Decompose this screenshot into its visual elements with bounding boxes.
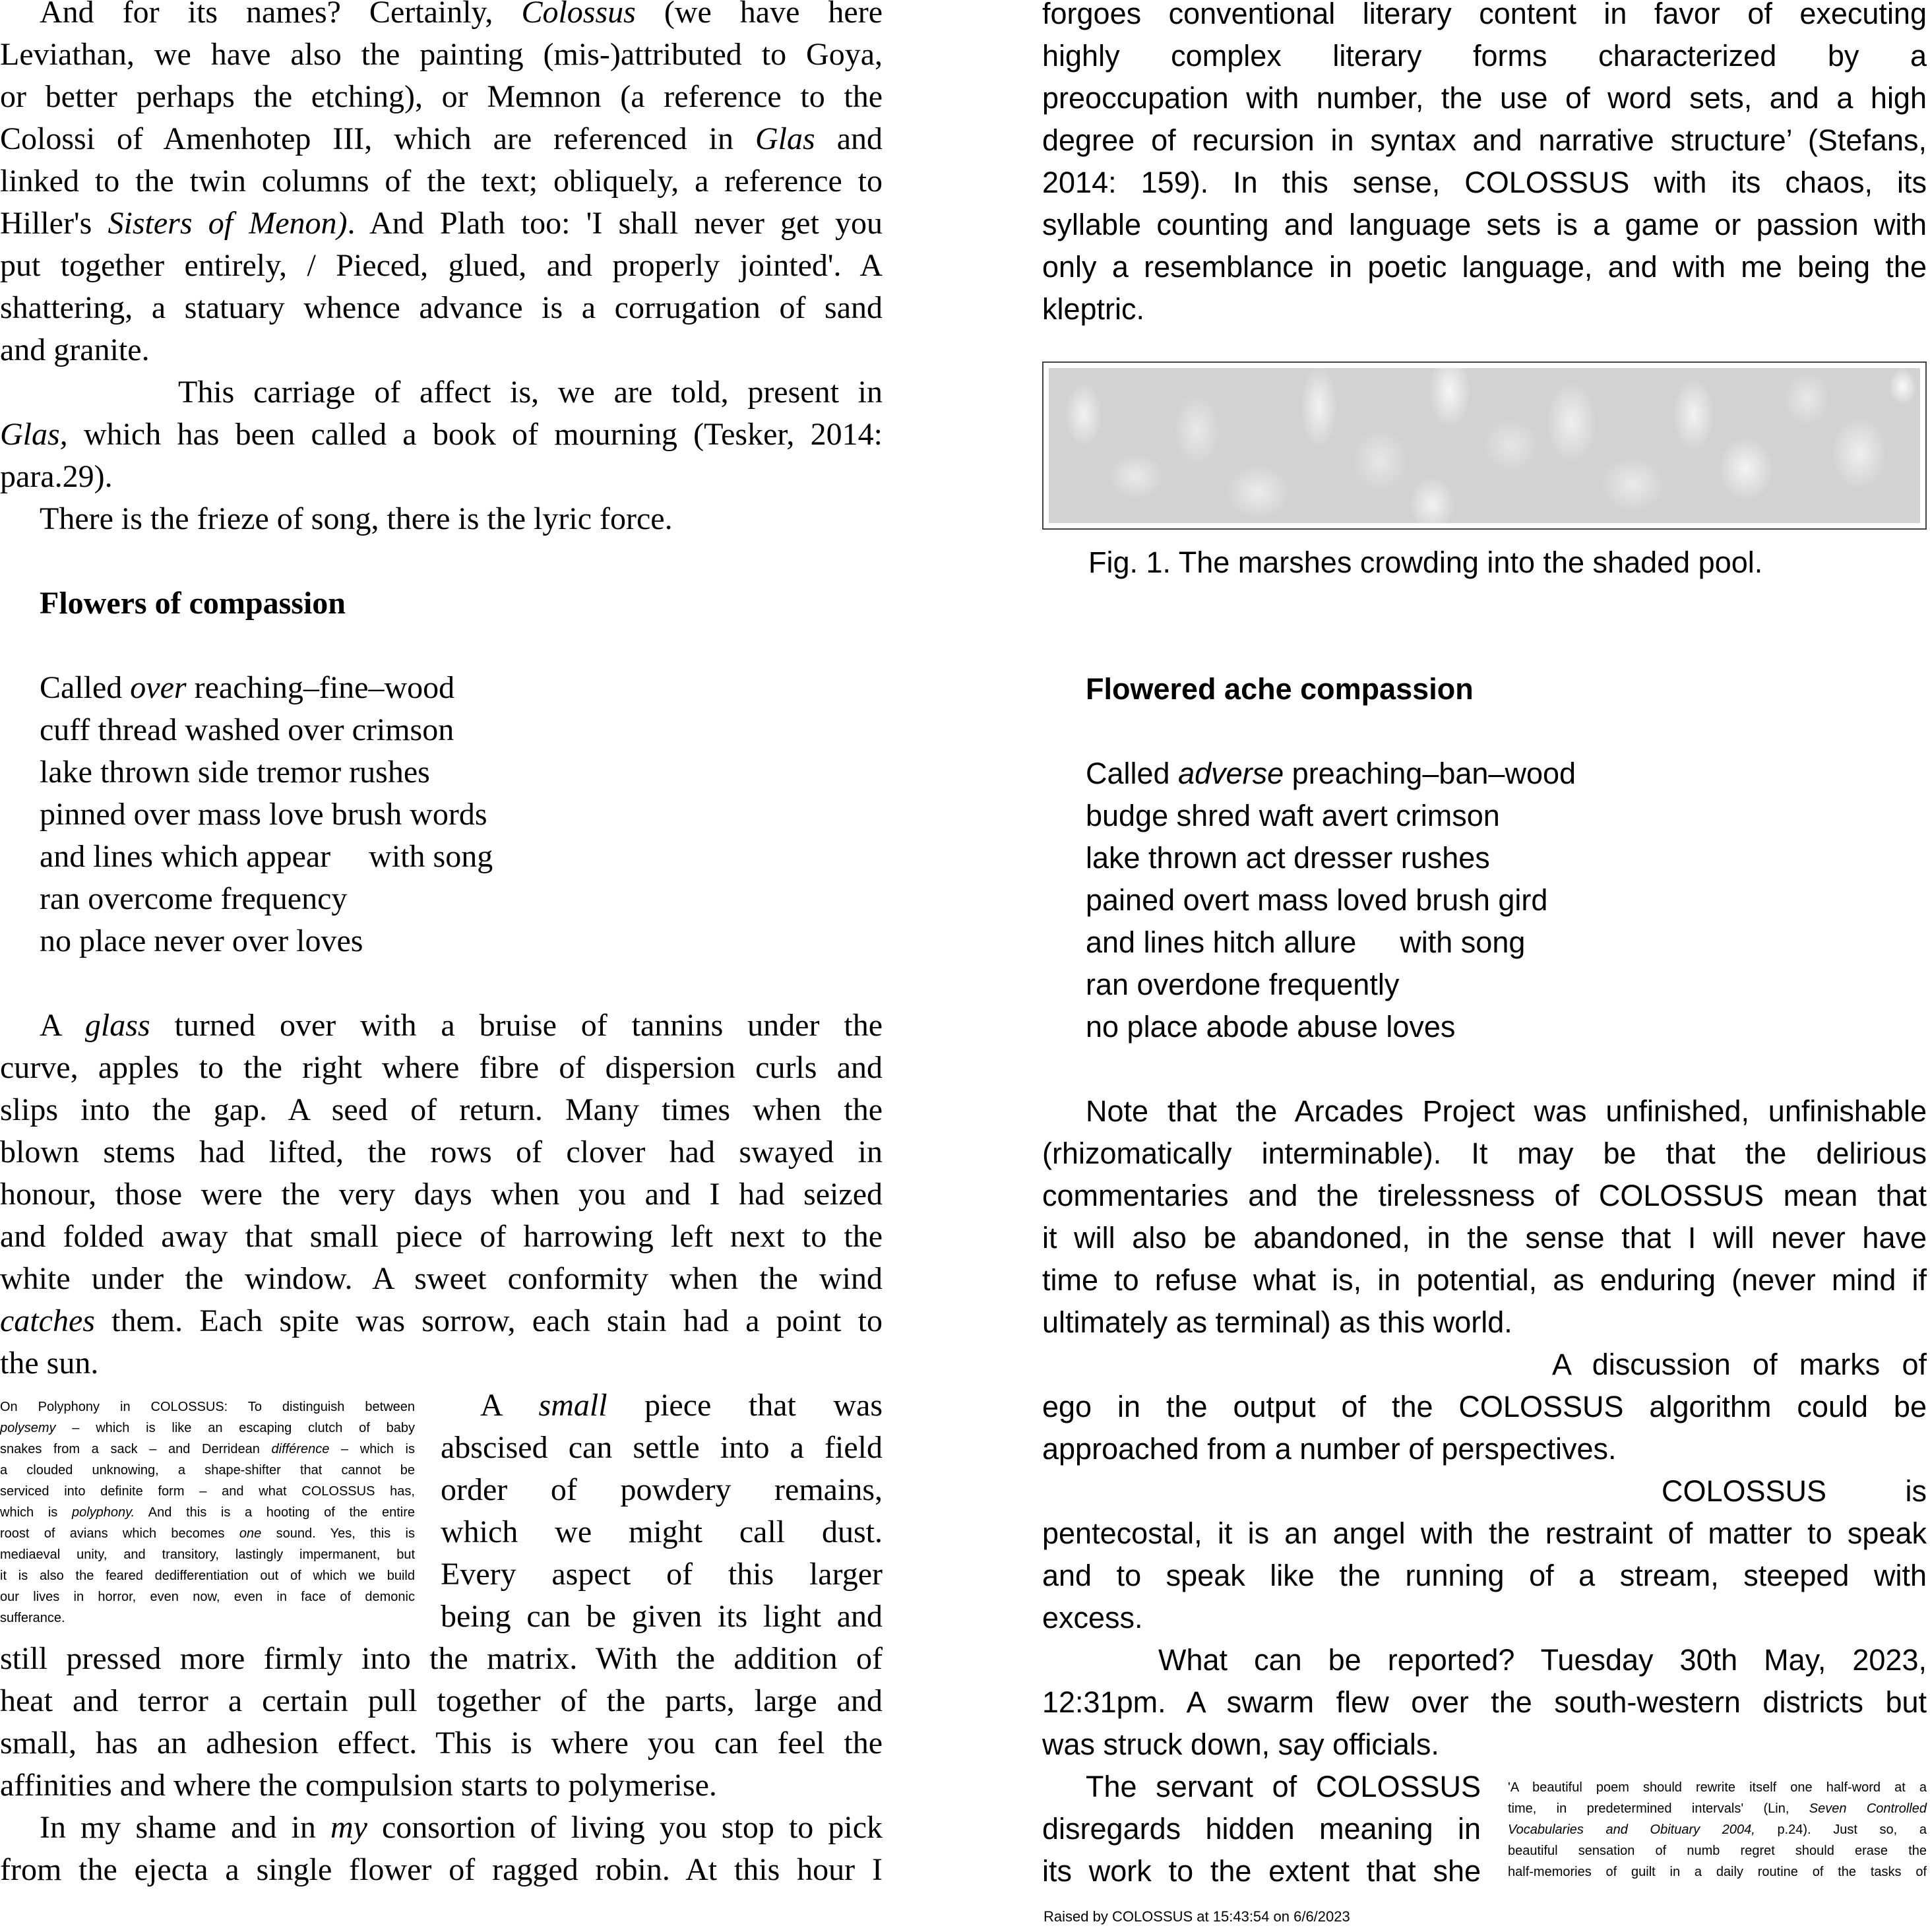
italic-text: Sisters of Menon) — [108, 206, 348, 241]
text-line: it will also be abandoned, in the sense that I will never have — [1042, 1221, 1927, 1255]
text-run: Called — [1086, 757, 1179, 790]
text-run: time, in predetermined intervals' (Lin, — [1508, 1801, 1809, 1816]
text-line: its work to the extent that she — [1042, 1854, 1481, 1888]
text-line: What can be reported? Tuesday 30th May, 2023, — [1158, 1643, 1927, 1677]
text-line: (rhizomatically interminable). It may be that the delirious — [1042, 1137, 1927, 1170]
text-line: linked to the twin columns of the text; obliquely, a reference to — [0, 164, 883, 199]
side-note-row — [1042, 1766, 1927, 1892]
text-line: This carriage of affect is, we are told, present in — [178, 375, 883, 410]
text-run: and — [815, 121, 883, 156]
text-line: honour, those were the very days when you and I had seized — [0, 1177, 883, 1212]
text-line — [441, 1385, 883, 1427]
text-line: ego in the output of the COLOSSUS algorithm could be — [1042, 1390, 1927, 1423]
blank-line — [1042, 1048, 1927, 1090]
text-line: which we might call dust. — [441, 1514, 883, 1549]
text-line — [0, 0, 883, 34]
text-run: reaching–fine–wood — [186, 670, 455, 705]
side-note-row — [0, 1385, 883, 1638]
text-line: Leviathan, we have also the painting (mis-)attributed to Goya, — [0, 37, 883, 72]
text-line: shattering, a statuary whence advance is a corrugation of sand — [0, 290, 883, 325]
text-run: which is — [0, 1505, 72, 1520]
text-run: piece that was — [607, 1388, 883, 1423]
text-line: being can be given its light and — [441, 1599, 883, 1634]
poem-title: Flowers of compassion — [40, 586, 346, 621]
text-line: was struck down, say officials. — [1042, 1728, 1439, 1761]
text-run: p.24). Just so, a — [1755, 1823, 1927, 1837]
text-run: Called — [40, 670, 131, 705]
text-line: and to speak like the running of a stream, steeped with — [1042, 1559, 1927, 1592]
poem-line — [1042, 753, 1927, 795]
text-line — [0, 118, 883, 160]
poem-line — [1042, 921, 1927, 964]
text-run: and lines hitch allure — [1086, 925, 1357, 959]
text-run: preaching–ban–wood — [1284, 757, 1576, 790]
poem-line: cuff thread washed over crimson — [40, 712, 454, 747]
text-line: blown stems had lifted, the rows of clover had swayed in — [0, 1135, 883, 1169]
poem-line — [0, 667, 883, 709]
text-run: In my shame and in — [40, 1810, 330, 1845]
text-run: consortion of living you stop to pick — [367, 1810, 883, 1845]
text-run: And for its names? Certainly, — [40, 0, 522, 30]
text-line: white under the window. A sweet conformity when the wind — [0, 1261, 883, 1296]
italic-text: my — [330, 1810, 367, 1845]
text-line: forgoes conventional literary content in favor of executing — [1042, 0, 1927, 30]
text-run: snakes from a sack – and Derridean — [0, 1442, 272, 1456]
text-line: order of powdery remains, — [441, 1472, 883, 1507]
text-line — [0, 414, 883, 456]
text-run: A — [480, 1388, 539, 1423]
poem-title: Flowered ache compassion — [1086, 672, 1474, 706]
text-line: degree of recursion in syntax and narrative structure’ (Stefans, — [1042, 123, 1927, 157]
italic-text: glass — [84, 1008, 150, 1043]
text-line: only a resemblance in poetic language, and with me being the — [1042, 250, 1927, 284]
italic-text: over — [130, 670, 187, 705]
text-line: and folded away that small piece of harrowing left next to the — [0, 1219, 883, 1254]
text-line: small, has an adhesion effect. This is where you can feel the — [0, 1726, 883, 1761]
italic-text: catches — [0, 1303, 95, 1338]
text-line: 12:31pm. A swarm flew over the south-western districts but — [1042, 1685, 1927, 1719]
text-line: and granite. — [0, 332, 150, 367]
text-line: 2014: 159). In this sense, COLOSSUS with its chaos, its — [1042, 166, 1927, 199]
italic-text: Colossus — [521, 0, 636, 30]
text-run: sound. Yes, this is — [261, 1526, 415, 1541]
right-column — [1042, 0, 1927, 1892]
text-line: kleptric. — [1042, 292, 1145, 326]
note-line: 'A beautiful poem should rewrite itself one half-word at a — [1508, 1780, 1927, 1795]
text-line: commentaries and the tirelessness of COLOSSUS mean that — [1042, 1179, 1927, 1212]
text-line: Every aspect of this larger — [441, 1557, 883, 1592]
text-line: affinities and where the compulsion starts to polymerise. — [0, 1768, 717, 1803]
italic-text: différence — [271, 1442, 330, 1456]
note-line — [1508, 1798, 1927, 1819]
text-run: them. Each spite was sorrow, each stain had a point to — [94, 1303, 883, 1338]
text-line: approached from a number of perspectives. — [1042, 1432, 1617, 1466]
poem-line: budge shred waft avert crimson — [1086, 799, 1500, 832]
text-line: syllable counting and language sets is a game or passion with — [1042, 208, 1927, 241]
note-line — [0, 1502, 415, 1523]
text-line: time to refuse what is, in potential, as enduring (never mind if — [1042, 1263, 1927, 1297]
poem-line: ran overcome frequency — [40, 881, 348, 916]
text-run: with song — [1400, 925, 1526, 959]
text-line: ultimately as terminal) as this world. — [1042, 1305, 1512, 1339]
figure-caption: Fig. 1. The marshes crowding into the shaded pool. — [1088, 545, 1763, 579]
text-line: highly complex literary forms characterized by a — [1042, 39, 1927, 73]
italic-text: small — [538, 1388, 607, 1423]
text-run: with song — [369, 839, 493, 874]
text-line: heat and terror a certain pull together of the parts, large and — [0, 1683, 883, 1718]
note-line: sufferance. — [0, 1611, 65, 1625]
text-line — [0, 1005, 883, 1047]
text-line: or better perhaps the etching), or Memnon (a reference to the — [0, 79, 883, 114]
poem-line: lake thrown act dresser rushes — [1086, 841, 1490, 875]
text-line: excess. — [1042, 1601, 1143, 1635]
poem-line: ran overdone frequently — [1086, 968, 1400, 1001]
text-run: (we have here — [635, 0, 883, 30]
text-run: roost of avians which becomes — [0, 1526, 239, 1541]
poem-line: pinned over mass love brush words — [40, 797, 487, 832]
text-line — [0, 1300, 883, 1342]
italic-text: polysemy — [0, 1421, 56, 1435]
poem-line — [0, 836, 883, 878]
text-run: . And Plath too: 'I shall never get you — [347, 206, 883, 241]
text-line: COLOSSUS is — [1662, 1474, 1927, 1508]
text-line: para.29). — [0, 459, 113, 494]
note-line: a clouded unknowing, a shape-shifter that cannot be — [0, 1463, 415, 1478]
text-line: the sun. — [0, 1346, 99, 1381]
text-line — [0, 203, 883, 245]
blank-line — [1042, 710, 1927, 753]
left-column — [0, 0, 883, 1891]
blank-line — [1042, 584, 1927, 626]
generation-stamp: Raised by COLOSSUS at 15:43:54 on 6/6/2023 — [1043, 1908, 1350, 1925]
text-line: preoccupation with number, the use of word sets, and a high — [1042, 81, 1927, 115]
text-run: Colossi of Amenhotep III, which are referenced in — [0, 121, 755, 156]
text-line: A discussion of marks of — [1552, 1348, 1927, 1381]
figure-image — [1049, 368, 1920, 523]
text-run: turned over with a bruise of tannins under the — [150, 1008, 883, 1043]
figure — [1042, 330, 1927, 542]
blank-line — [0, 625, 883, 667]
note-line: On Polyphony in COLOSSUS: To distinguish between — [0, 1400, 415, 1414]
note-line — [1508, 1819, 1927, 1840]
text-line: curve, apples to the right where fibre of dispersion curls and — [0, 1050, 883, 1085]
note-line — [0, 1439, 415, 1460]
note-line: it is also the feared dedifferentiation out of which we build — [0, 1569, 415, 1583]
text-run: – which is like an escaping clutch of baby — [55, 1421, 415, 1435]
italic-text: Glas, — [0, 417, 68, 452]
text-line: from the ejecta a single flower of ragged robin. At this hour I — [0, 1852, 883, 1887]
blank-line — [0, 962, 883, 1005]
text-run: A — [40, 1008, 85, 1043]
text-run: which has been called a book of mourning (Tesker, 2014: — [67, 417, 883, 452]
text-line: There is the frieze of song, there is the lyric force. — [40, 501, 673, 536]
text-run: Hiller's — [0, 206, 108, 241]
text-line — [0, 1807, 883, 1849]
figure-frame — [1042, 361, 1927, 530]
note-line — [0, 1418, 415, 1439]
text-line: slips into the gap. A seed of return. Many times when the — [0, 1092, 883, 1127]
italic-text: polyphony. — [71, 1505, 135, 1520]
text-run: And this is a hooting of the entire — [135, 1505, 415, 1520]
inset-paragraph — [1042, 1766, 1481, 1892]
text-line: abscised can settle into a field — [441, 1430, 883, 1465]
note-line: serviced into definite form – and what COLOSSUS has, — [0, 1484, 415, 1499]
italic-text: adverse — [1178, 757, 1284, 790]
italic-text: Glas — [755, 121, 815, 156]
italic-text: Seven Controlled — [1809, 1801, 1927, 1816]
text-line: put together entirely, / Pieced, glued, and properly jointed'. A — [0, 248, 883, 283]
note-line: half-memories of guilt in a daily routine of the tasks of — [1508, 1865, 1927, 1879]
side-note-beautiful-poem — [1508, 1777, 1927, 1883]
blank-line — [0, 540, 883, 582]
text-run: and lines which appear — [40, 839, 331, 874]
note-line: mediaeval unity, and transitory, lastingly impermanent, but — [0, 1547, 415, 1562]
note-line: our lives in horror, even now, even in face of demonic — [0, 1590, 415, 1604]
italic-text: one — [239, 1526, 262, 1541]
text-line: Note that the Arcades Project was unfinished, unfinishable — [1086, 1094, 1927, 1128]
text-line: pentecostal, it is an angel with the restraint of matter to speak — [1042, 1516, 1927, 1550]
note-line — [0, 1523, 415, 1544]
note-line: beautiful sensation of numb regret should erase the — [1508, 1844, 1927, 1858]
poem-line: no place never over loves — [40, 923, 363, 958]
text-line: The servant of COLOSSUS — [1086, 1770, 1481, 1803]
text-line: still pressed more firmly into the matrix. With the addition of — [0, 1641, 883, 1676]
side-note-polyphony — [0, 1396, 415, 1629]
italic-text: Vocabularies and Obituary 2004, — [1508, 1823, 1755, 1837]
poem-line: no place abode abuse loves — [1086, 1010, 1456, 1044]
inset-paragraph — [441, 1385, 883, 1638]
blank-line — [1042, 626, 1927, 668]
poem-line: pained overt mass loved brush gird — [1086, 883, 1548, 917]
poem-line: lake thrown side tremor rushes — [40, 755, 430, 790]
text-line: disregards hidden meaning in — [1042, 1812, 1481, 1846]
text-run: – which is — [329, 1442, 415, 1456]
